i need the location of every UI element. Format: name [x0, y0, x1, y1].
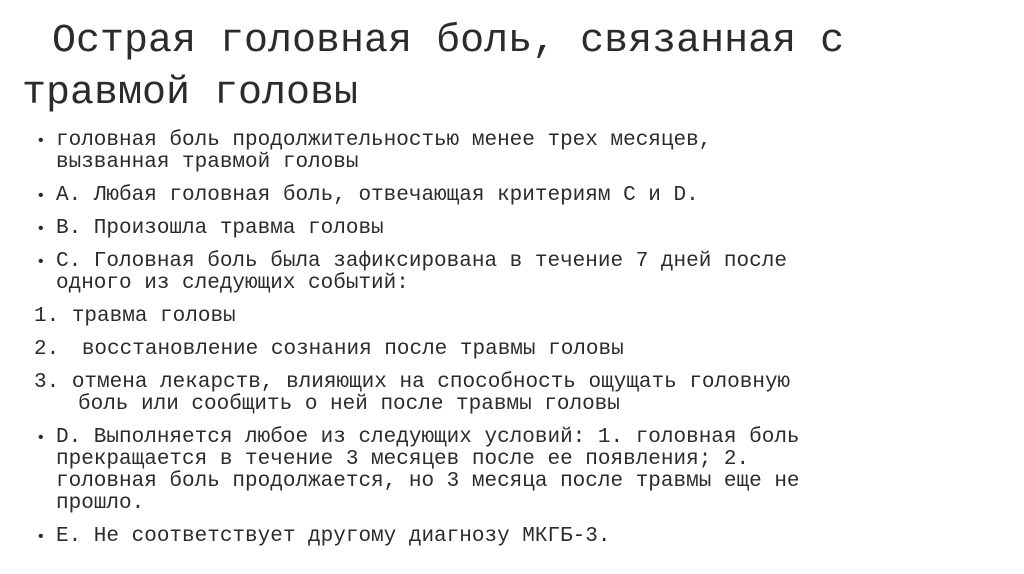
criteria-list — [34, 130, 994, 559]
list-item-text: А. Любая головная боль, отвечающая критериям C и D. — [56, 184, 699, 207]
list-item — [34, 427, 994, 515]
title-line-1: Острая головная боль, связанная с — [52, 19, 845, 64]
title-line-2: травмой головы — [22, 71, 359, 116]
list-item — [34, 185, 994, 207]
list-item — [34, 218, 994, 240]
item-number: 1. — [34, 305, 60, 328]
slide-title — [22, 16, 1002, 120]
bullet-icon: • — [36, 429, 46, 447]
numbered-item — [34, 306, 994, 328]
bullet-icon: • — [36, 528, 46, 546]
list-item-text: D. Выполняется любое из следующих условий: 1. головная боль прекращается в течение 3 месяцев после ее появления; 2. головная боль продолжается, но 3 месяца после травмы еще не прошло. — [56, 426, 800, 515]
list-item — [34, 130, 994, 174]
bullet-icon: • — [36, 132, 46, 150]
list-item-text: B. Произошла травма головы — [56, 217, 384, 240]
item-number: 3. — [34, 371, 60, 394]
list-item-text: головная боль продолжительностью менее трех месяцев, вызванная травмой головы — [56, 129, 712, 174]
list-item-text: C. Головная боль была зафиксирована в течение 7 дней после одного из следующих событий: — [56, 250, 787, 295]
bullet-icon: • — [36, 220, 46, 238]
numbered-item — [34, 339, 994, 361]
list-item — [34, 251, 994, 295]
bullet-icon: • — [36, 253, 46, 271]
list-item-text-continued: боль или сообщить о ней после травмы головы — [78, 393, 620, 416]
list-item-text: отмена лекарств, влияющих на способность ощущать головную — [71, 371, 791, 394]
item-number: 2. — [34, 338, 60, 361]
list-item-text: травма головы — [71, 305, 236, 328]
list-item-text: E. Не соответствует другому диагнозу МКГБ-3. — [56, 525, 611, 548]
numbered-item — [34, 372, 994, 416]
list-item — [34, 526, 994, 548]
list-item-text: восстановление сознания после травмы головы — [81, 338, 624, 361]
bullet-icon: • — [36, 187, 46, 205]
